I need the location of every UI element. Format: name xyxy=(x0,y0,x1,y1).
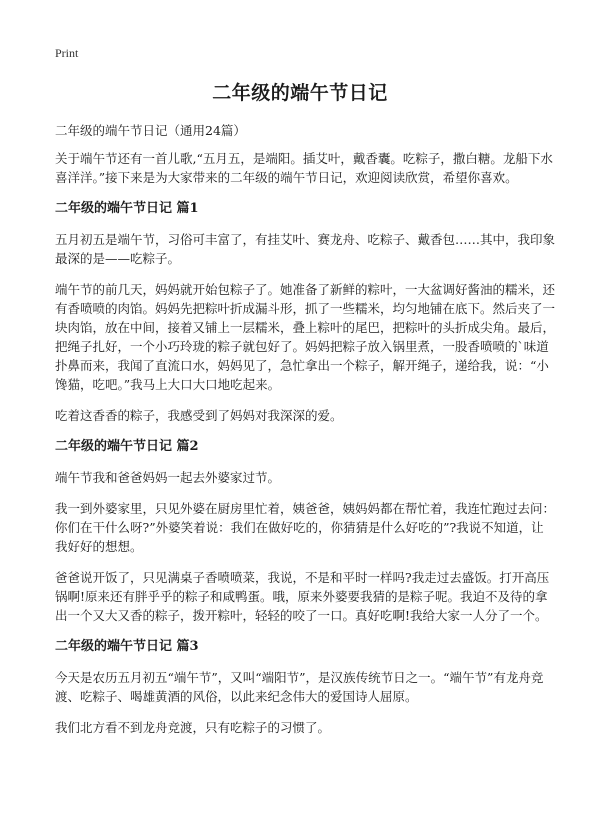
document-subtitle: 二年级的端午节日记（通用24篇） xyxy=(55,123,246,138)
page-title: 二年级的端午节日记 xyxy=(212,82,388,104)
document-body xyxy=(55,121,555,749)
section-heading-1: 二年级的端午节日记 篇1 xyxy=(55,201,199,216)
section-heading-2: 二年级的端午节日记 篇2 xyxy=(55,439,199,454)
intro-paragraph: 关于端午节还有一首儿歌,“五月五，是端阳。插艾叶，戴香囊。吃粽子，撒白糖。龙船下水喜洋洋。”接下来是为大家带来的二年级的端午节日记，欢迎阅读欣赏，希望你喜欢。 xyxy=(55,151,553,185)
section-2-paragraph-2: 我一到外婆家里，只见外婆在厨房里忙着，姨爸爸，姨妈妈都在帮忙着，我连忙跑过去问：你们在干什么呀?”外婆笑着说：我们在做好吃的，你猜猜是什么好吃的”?我说不知道，让我好好的想想。 xyxy=(55,501,556,554)
section-heading-3: 二年级的端午节日记 篇3 xyxy=(55,639,199,654)
section-3-paragraph-1: 今天是农历五月初五“端午节”，又叫“端阳节”，是汉族传统节日之一。“端午节”有龙舟竞渡、吃粽子、喝雄黄酒的风俗，以此来纪念伟大的爱国诗人屈原。 xyxy=(55,670,544,704)
section-2-paragraph-3: 爸爸说开饭了，只见满桌子香喷喷菜，我说，不是和平时一样吗?我走过去盛饭。打开高压锅啊!原来还有胖乎乎的粽子和咸鸭蛋。哦，原来外婆要我猜的是粽子呢。我迫不及待的拿出一个又大又香的粽子，拨开粽叶，轻轻的咬了一口。真好吃啊!我给大家一人分了一个。 xyxy=(55,570,550,623)
print-label[interactable]: Print xyxy=(55,46,79,60)
section-3-paragraph-2: 我们北方看不到龙舟竞渡，只有吃粽子的习惯了。 xyxy=(55,720,331,735)
section-1-paragraph-3: 吃着这香香的粽子，我感受到了妈妈对我深深的爱。 xyxy=(55,408,343,423)
section-2-paragraph-1: 端午节我和爸爸妈妈一起去外婆家过节。 xyxy=(55,470,281,485)
section-1-paragraph-2: 端午节的前几天，妈妈就开始包粽子了。她准备了新鲜的粽叶，一大盆调好酱油的糯米，还有香喷喷的肉馅。妈妈先把粽叶折成漏斗形，抓了一些糯米，均匀地铺在底下。然后夹了一块肉馅，放在中间，接着又铺上一层糯米，叠上粽叶的尾巴，把粽叶的头折成尖角。最后，把绳子扎好，一个小巧玲珑的粽子就包好了。妈妈把粽子放入锅里煮，一股香喷喷的`味道扑鼻而来，我闻了直流口水，妈妈见了，急忙拿出一个粽子，解开绳子，递给我，说：“小馋猫，吃吧。”我马上大口大口地吃起来。 xyxy=(55,282,556,392)
section-1-paragraph-1: 五月初五是端午节，习俗可丰富了，有挂艾叶、赛龙舟、吃粽子、戴香包……其中，我印象最深的是——吃粽子。 xyxy=(55,232,556,266)
